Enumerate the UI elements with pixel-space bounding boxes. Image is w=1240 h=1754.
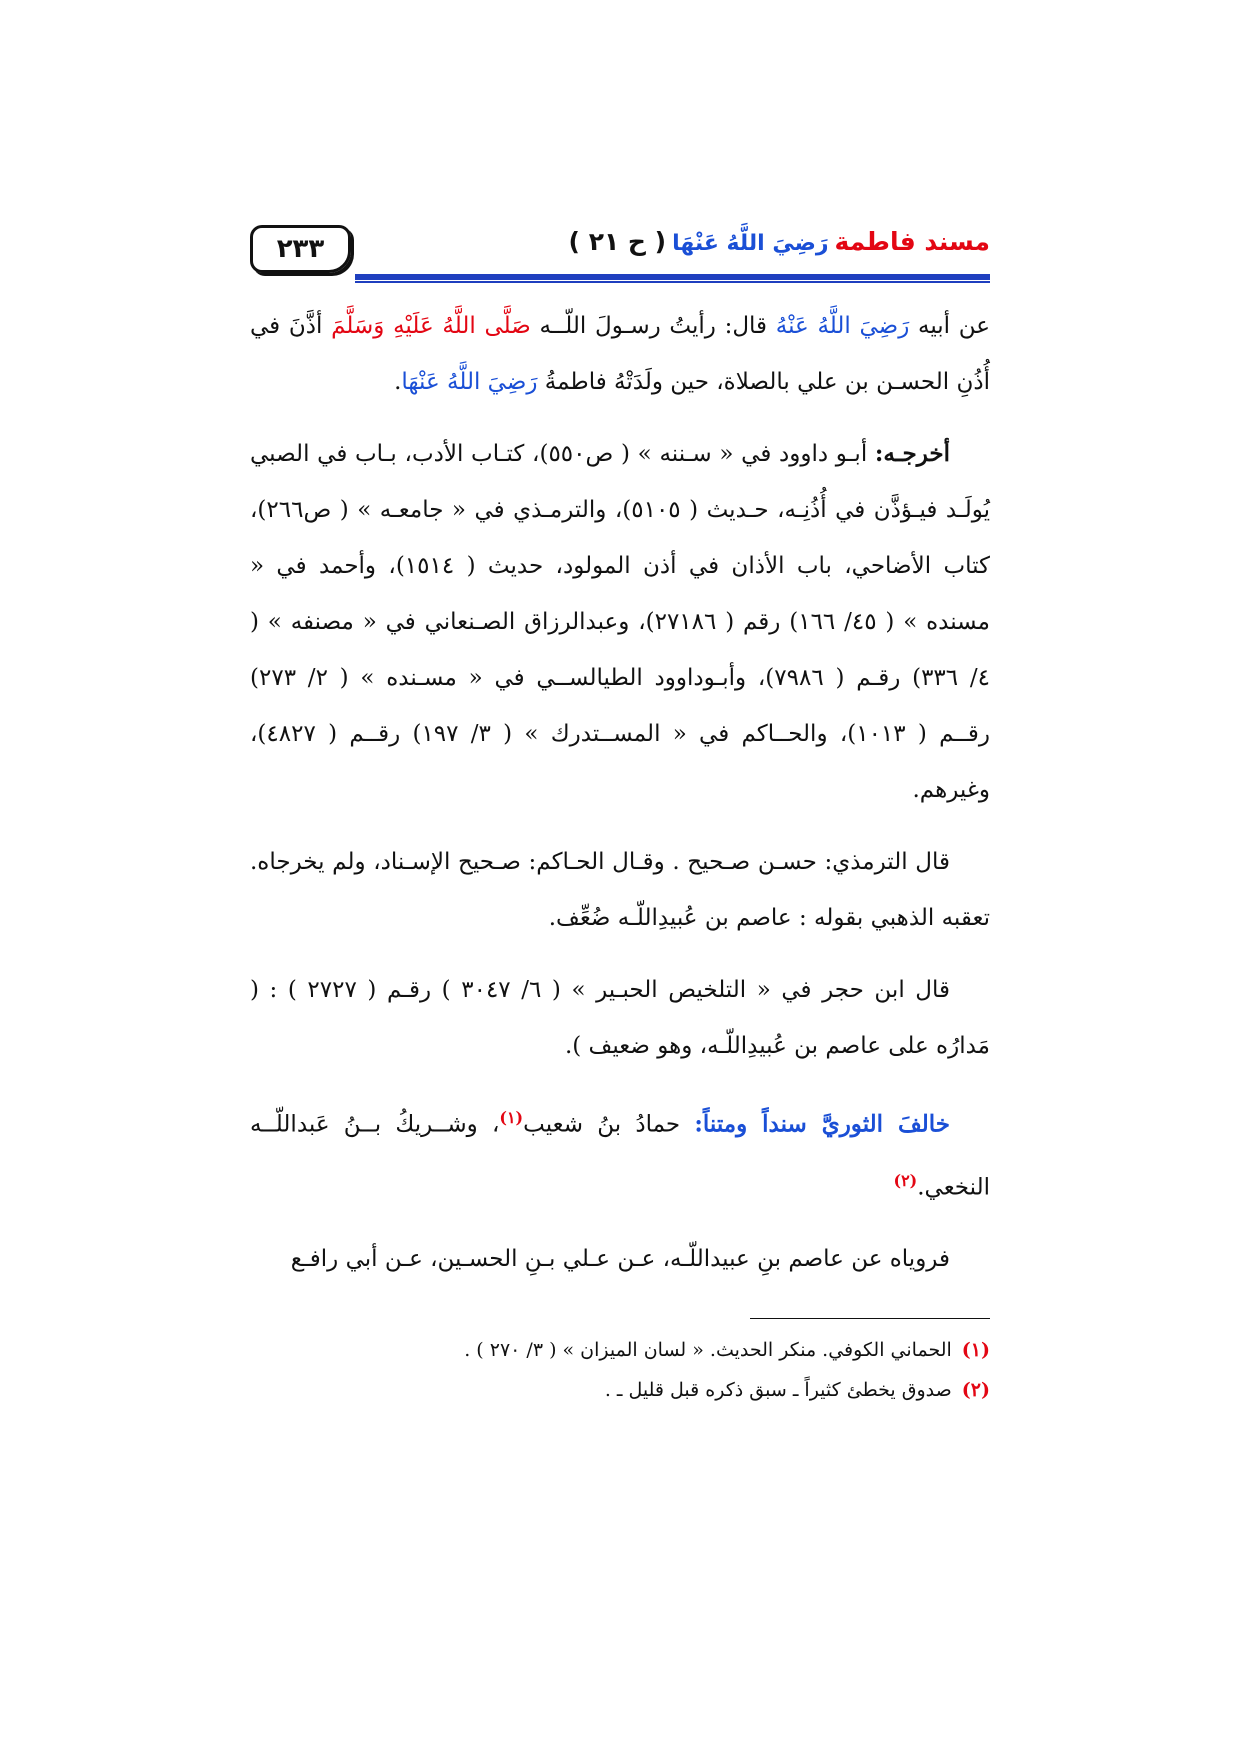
- footnote-number: (٢): [961, 1379, 990, 1401]
- honorific-salawat: صَلَّى اللَّهُ عَلَيْهِ وَسَلَّمَ: [331, 313, 531, 339]
- footnote-1: [250, 1330, 990, 1370]
- main-text: [250, 298, 990, 1303]
- page-number: ٢٣٣: [250, 225, 351, 273]
- footnote-separator: [750, 1318, 990, 1319]
- honorific-radiya-anhu: رَضِيَ اللَّهُ عَنْهُ: [775, 313, 910, 339]
- footnotes: [250, 1330, 990, 1410]
- footnote-ref-2[interactable]: (٢): [893, 1170, 918, 1190]
- honorific-radiya-anha: رَضِيَ اللَّهُ عَنْهَا: [401, 369, 538, 395]
- takhrij-label: أخرجـه:: [874, 440, 950, 467]
- header-rule: [355, 274, 990, 280]
- paragraph-variant: خالفَ الثوريَّ سنداً ومتناً: حمادُ بنُ شعيب$^{(١)}$، وشــريكُ بــنُ عَبداللّــه النخعي.$^{(٢)}$: [250, 1108, 990, 1201]
- variant-heading: خالفَ الثوريَّ سنداً ومتناً:: [694, 1110, 950, 1138]
- paragraph-takhrij: أخرجـه: أبـو داوود في « سـننه » ( ص٥٥٠)، كتـاب الأدب، بـاب في الصبي يُولَـد فيـؤذَّن في أُذُنِـه، حـديث ( ٥١٠٥)، والترمـذي في « جامعـه » ( ص٢٦٦)، كتاب الأضاحي، باب الأذان في أذن المولود، حديث ( ١٥١٤)، وأحمد في « مسنده » ( ٤٥/ ١٦٦) رقم ( ٢٧١٨٦)، وعبدالرزاق الصـنعاني في « مصنفه » ( ٤/ ٣٣٦) رقـم ( ٧٩٨٦)، وأبـوداوود الطيالســي في « مسـنده » ( ٢/ ٢٧٣) رقــم ( ١٠١٣)، والحــاكم في « المســتدرك » ( ٣/ ١٩٧) رقــم ( ٤٨٢٧)، وغيرهم.: [250, 440, 991, 803]
- paragraph-continuation: فروياه عن عاصم بنِ عبيداللّـه، عـن عـلي بـنِ الحسـين، عـن أبي رافـع: [290, 1246, 950, 1273]
- title-book-name: مسند فاطمة: [834, 227, 990, 256]
- header-rule-secondary: [355, 281, 990, 283]
- footnote-text: الحماني الكوفي. منكر الحديث. « لسان الميزان » ( ٣/ ٢٧٠ ) .: [464, 1339, 952, 1361]
- footnote-number: (١): [961, 1339, 990, 1361]
- paragraph-hadith-text: عن أبيه رَضِيَ اللَّهُ عَنْهُ قال: رأيتُ رسـولَ اللّــه صَلَّى اللَّهُ عَلَيْهِ وَسَلَّمَ أذَّنَ في أُذُنِ الحسـن بن علي بالصلاة، حين ولَدَتْهُ فاطمةُ رَضِيَ اللَّهُ عَنْهَا.: [250, 313, 990, 395]
- paragraph-ibn-hajar: قال ابن حجر في « التلخيص الحبـير » ( ٦/ ٣٠٤٧ ) رقـم ( ٢٧٢٧ ) : ( مَدارُه على عاصم بن عُبيدِاللّـه، وهو ضعيف ).: [250, 977, 990, 1059]
- title-honorific: رَضِيَ اللَّهُ عَنْهَا: [672, 231, 829, 256]
- footnote-2: [250, 1370, 990, 1410]
- footnote-text: صدوق يخطئ كثيراً ـ سبق ذكره قبل قليل ـ .: [604, 1379, 952, 1401]
- page-header: [250, 225, 990, 285]
- title-hadith-number: ( ح ٢١ ): [568, 227, 667, 256]
- running-title: [569, 227, 990, 256]
- footnote-ref-1[interactable]: (١): [499, 1108, 524, 1127]
- paragraph-tirmidhi-ruling: قال الترمذي: حسـن صـحيح . وقـال الحـاكم: صـحيح الإسـناد، ولم يخرجاه. تعقبه الذهبي بقوله : عاصم بن عُبيدِاللّـه ضُعِّف.: [250, 849, 990, 931]
